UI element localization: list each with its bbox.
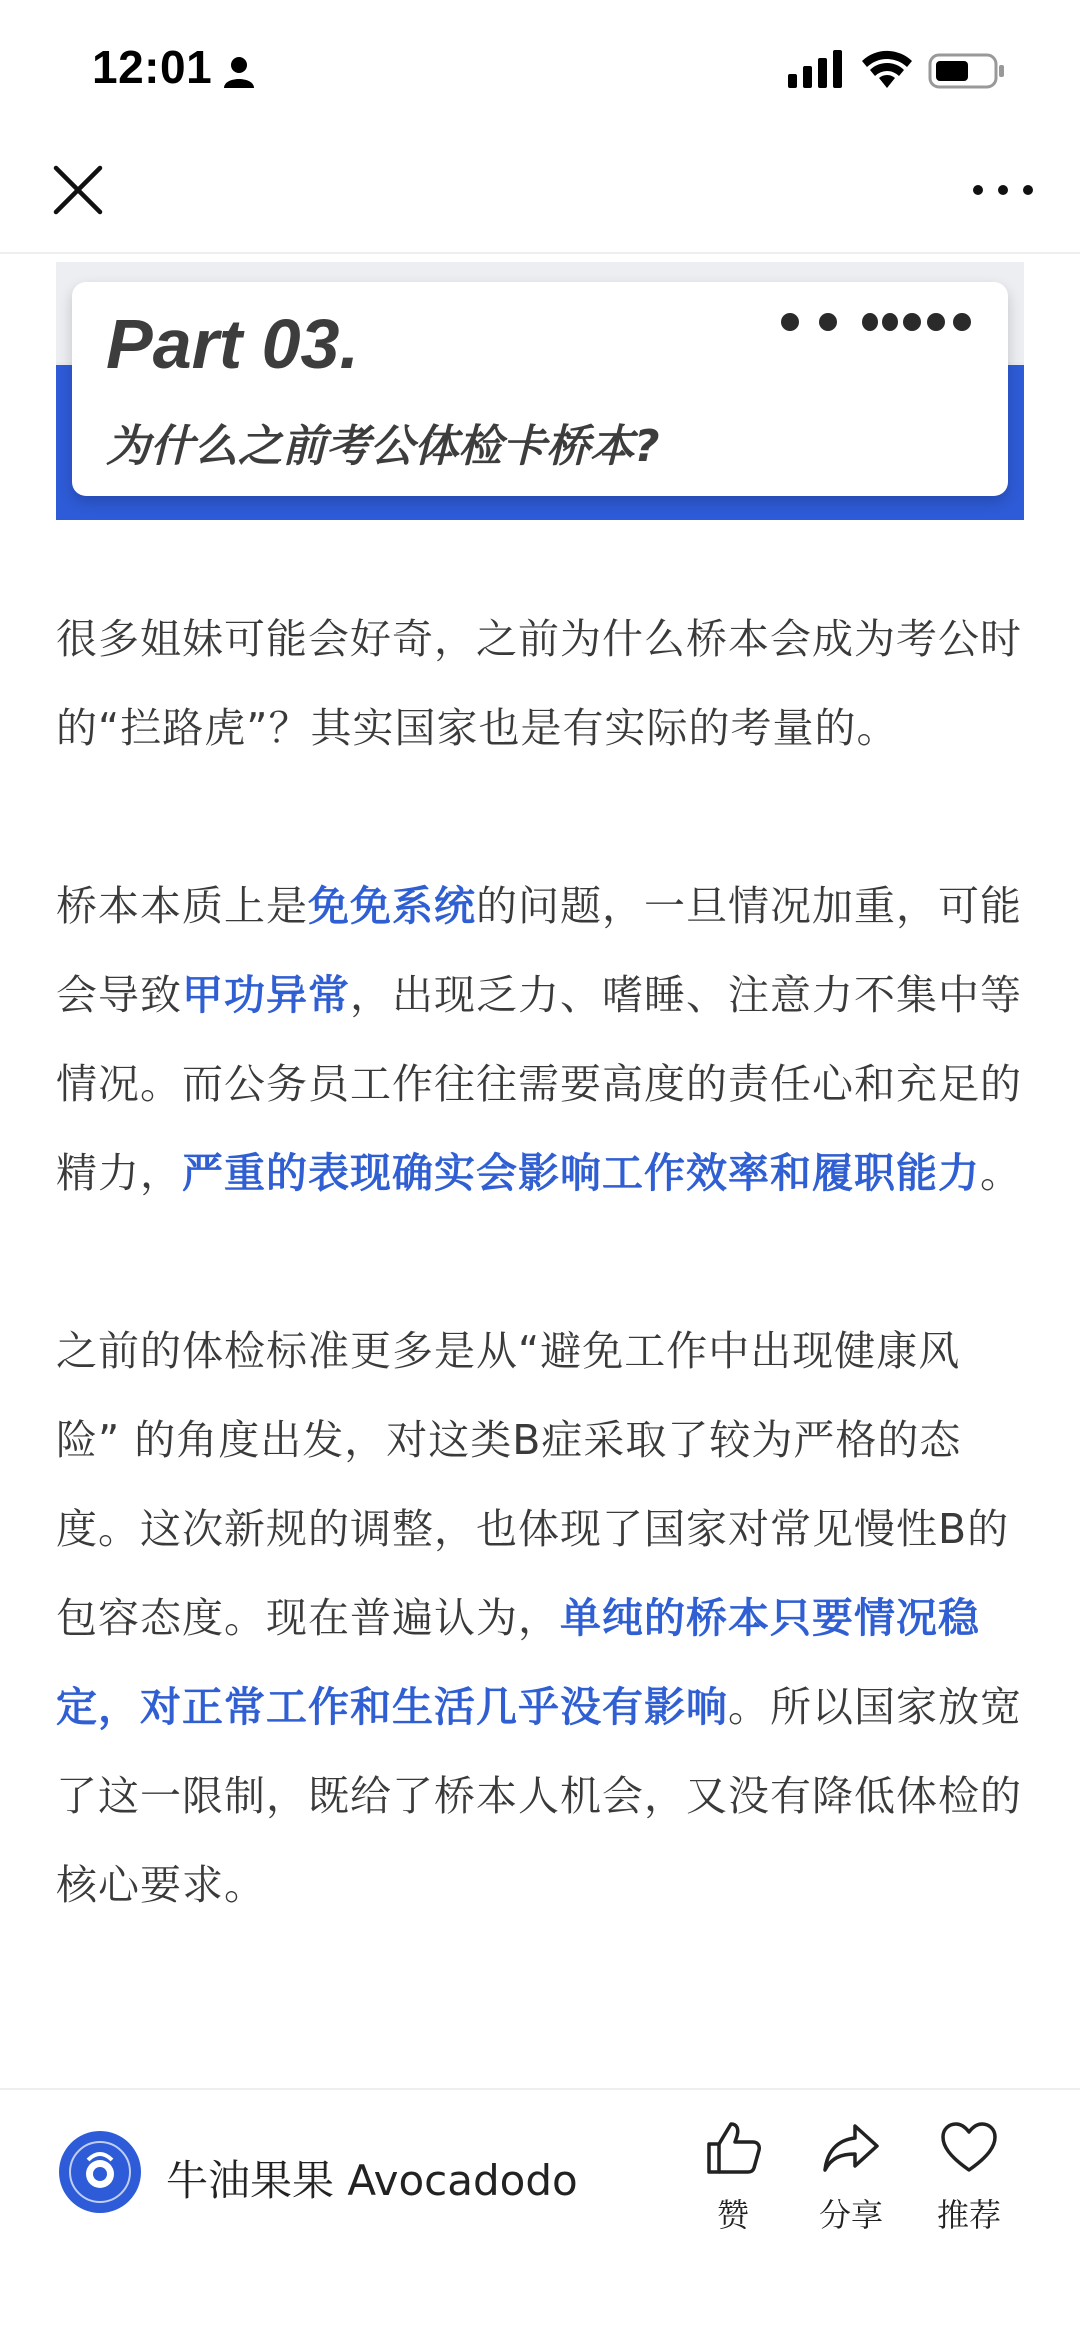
paragraph-text: 之前的体检标准更多是从“避免工作中出现健康风险” 的角度出发，对这类B症采取了较为严格的态度。这次新规的调整，也体现了国家对常见慢性B的包容态度。现在普遍认为， <box>56 1327 1010 1642</box>
article-paragraph-1 <box>56 595 1024 773</box>
nav-bar <box>0 130 1080 254</box>
more-icon[interactable] <box>968 160 1038 220</box>
highlight-text: 严重的表现确实会影响工作效率和履职能力 <box>182 1149 980 1197</box>
share-label: 分享 <box>818 2196 883 2234</box>
banner-question: 为什么之前考公体检卡桥本? <box>106 421 660 472</box>
wifi-icon <box>862 50 912 90</box>
share-icon <box>821 2120 881 2176</box>
status-time: 12:01 <box>92 41 213 93</box>
bottom-bar <box>0 2088 1080 2339</box>
article-body <box>56 595 1024 1930</box>
banner-card <box>72 282 1008 496</box>
close-icon[interactable] <box>48 160 108 220</box>
decorative-dots-icon <box>778 310 978 334</box>
article-paragraph-3 <box>56 1307 1024 1930</box>
paragraph-text: ，出现乏力、嗜睡、注意力不集中等情况。而公务员工作往往需要高度的责任心和充足的精力， <box>56 971 1022 1197</box>
like-button[interactable] <box>678 2120 788 2236</box>
signal-icon <box>788 50 844 90</box>
status-bar <box>0 0 1080 130</box>
recommend-label: 推荐 <box>936 2196 1001 2234</box>
banner-part-label: Part 03. <box>106 305 359 383</box>
highlight-text: 单纯的桥本只要情况稳定，对正常工作和生活几乎没有影响 <box>56 1594 980 1731</box>
highlight-text: 甲功异常 <box>182 971 350 1019</box>
paragraph-text: 。 <box>980 1149 1022 1197</box>
avatar-logo-icon[interactable] <box>58 2130 142 2214</box>
account-name[interactable]: 牛油果果 Avocadodo <box>166 2156 578 2205</box>
section-banner <box>56 262 1024 520</box>
paragraph-text: 桥本本质上是 <box>56 882 308 930</box>
person-icon <box>222 56 256 88</box>
recommend-button[interactable] <box>914 2120 1024 2236</box>
article-paragraph-2 <box>56 862 1024 1218</box>
paragraph-text: 很多姐妹可能会好奇，之前为什么桥本会成为考公时的“拦路虎”？其实国家也是有实际的考量的。 <box>56 615 1022 752</box>
share-button[interactable] <box>796 2120 906 2236</box>
paragraph-text: 。所以国家放宽了这一限制，既给了桥本人机会，又没有降低体检的核心要求。 <box>56 1683 1022 1909</box>
battery-icon <box>928 52 1008 90</box>
like-label: 赞 <box>716 2196 749 2234</box>
highlight-text: 免免系统 <box>308 882 476 930</box>
heart-icon <box>939 2120 999 2176</box>
thumbs-up-icon <box>703 2120 763 2176</box>
paragraph-text: 的问题，一旦情况加重，可能会导致 <box>56 882 1022 1019</box>
